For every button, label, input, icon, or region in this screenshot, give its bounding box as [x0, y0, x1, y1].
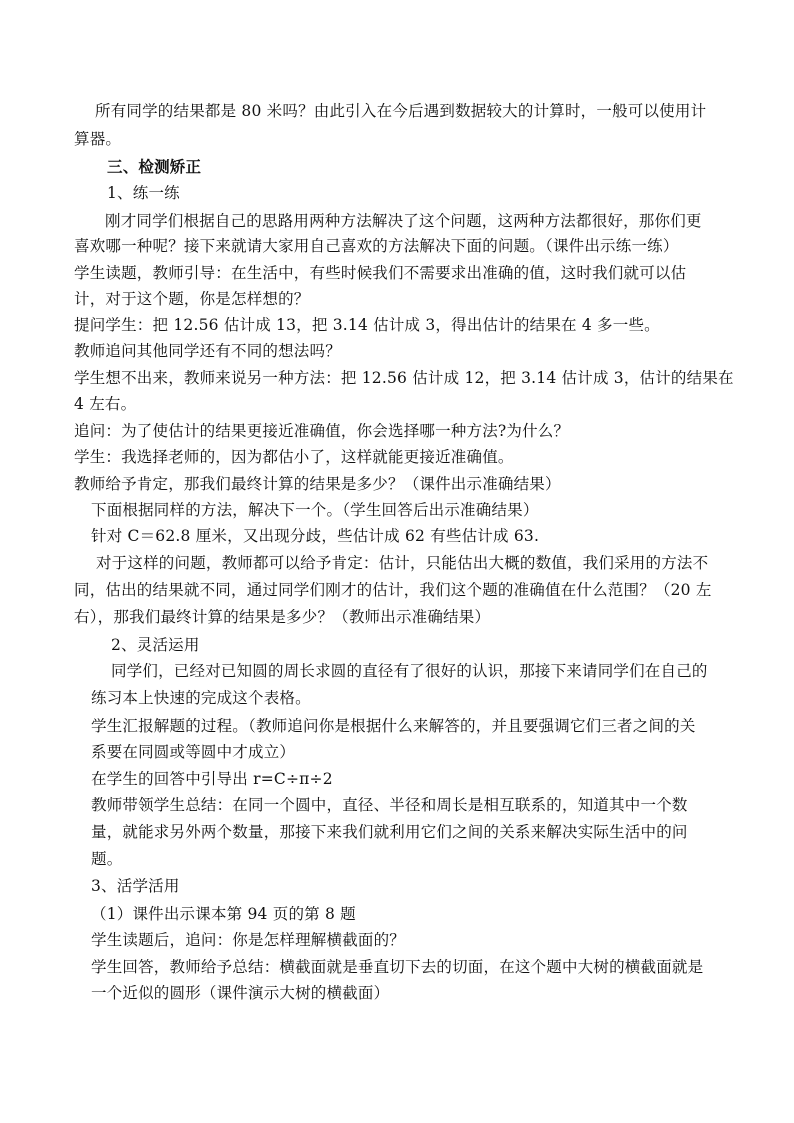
text-line: 同，估出的结果就不同，通过同学们刚才的估计，我们这个题的准确值在什么范围？（20 左 [74, 581, 712, 599]
formula-line: 在学生的回答中引导出 r=C÷π÷2 [91, 770, 333, 788]
text-line: 题。 [91, 850, 123, 868]
text-line: 学生汇报解题的过程。（教师追问你是根据什么来解答的，并且要强调它们三者之间的关 [91, 717, 696, 735]
text-line: 学生读题后，追问：你是怎样理解横截面的？ [91, 931, 406, 949]
text-line: 计，对于这个题，你是怎样想的？ [74, 290, 310, 308]
subsection-heading: 2、灵活运用 [111, 636, 200, 654]
text-line: 针对 C＝62.8 厘米，又出现分歧，些估计成 62 有些估计成 63. [91, 527, 540, 545]
text-line: 所有同学的结果都是 80 米吗？由此引入在今后遇到数据较大的计算时，一般可以使用计 [95, 102, 707, 120]
text-line: 学生读题，教师引导：在生活中，有些时候我们不需要求出准确的值，这时我们就可以估 [74, 264, 687, 282]
text-line: 提问学生：把 12.56 估计成 13，把 3.14 估计成 3，得出估计的结果在 4 多一些。 [74, 316, 660, 334]
text-line: 算器。 [74, 130, 122, 148]
text-line: 下面根据同样的方法，解决下一个。（学生回答后出示准确结果） [91, 501, 539, 519]
text-line: （1）课件出示课本第 94 页的第 8 题 [91, 905, 356, 923]
subsection-heading: 3、活学活用 [91, 877, 180, 895]
text-line: 喜欢哪一种呢？接下来就请大家用自己喜欢的方法解决下面的问题。（课件出示练一练） [74, 237, 679, 255]
text-line: 同学们，已经对已知圆的周长求圆的直径有了很好的认识，那接下来请同学们在自己的 [111, 662, 708, 680]
text-line: 右），那我们最终计算的结果是多少？（教师出示准确结果） [74, 608, 491, 626]
text-line: 量，就能求另外两个数量，那接下来我们就利用它们之间的关系来解决实际生活中的问 [91, 823, 688, 841]
text-line: 一个近似的圆形（课件演示大树的横截面） [91, 984, 390, 1002]
subsection-heading: 1、练一练 [107, 184, 180, 202]
text-line: 学生想不出来，教师来说另一种方法：把 12.56 估计成 12，把 3.14 估计成 3，估计的结果在 [74, 369, 734, 387]
text-line: 教师带领学生总结：在同一个圆中，直径、半径和周长是相互联系的，知道其中一个数 [91, 796, 688, 814]
text-line: 刚才同学们根据自己的思路用两种方法解决了这个问题，这两种方法都很好，那你们更 [105, 212, 702, 230]
text-line: 4 左右。 [74, 395, 137, 413]
text-line: 学生回答，教师给予总结：横截面就是垂直切下去的切面，在这个题中大树的横截面就是 [91, 958, 704, 976]
text-line: 对于这样的问题，教师都可以给予肯定：估计，只能估出大概的数值，我们采用的方法不 [96, 554, 709, 572]
text-line: 系要在同圆或等圆中才成立） [91, 743, 296, 761]
text-line: 教师追问其他同学还有不同的想法吗？ [74, 342, 341, 360]
text-line: 学生：我选择老师的，因为都估小了，这样就能更接近准确值。 [74, 448, 514, 466]
section-heading: 三、检测矫正 [107, 157, 202, 176]
text-line: 教师给予肯定，那我们最终计算的结果是多少？（课件出示准确结果） [74, 475, 561, 493]
text-line: 追问：为了使估计的结果更接近准确值，你会选择哪一种方法?为什么？ [74, 422, 570, 440]
text-line: 练习本上快速的完成这个表格。 [91, 689, 311, 707]
